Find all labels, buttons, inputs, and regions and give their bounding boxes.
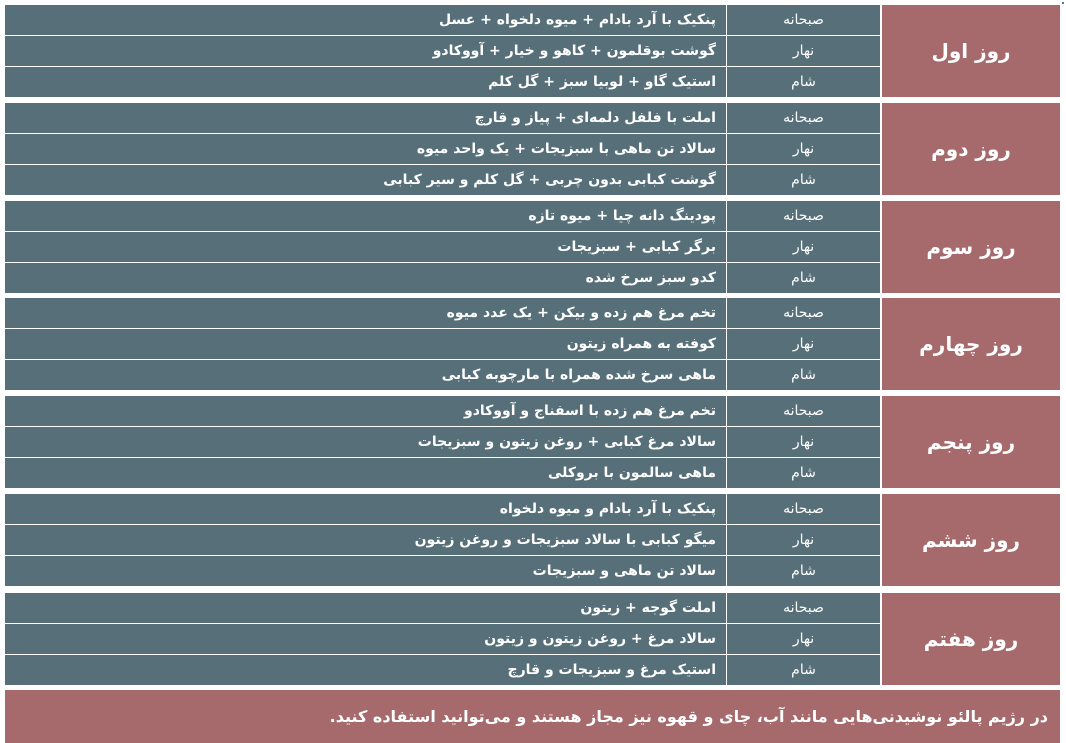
day-name: روز پنجم — [882, 396, 1060, 488]
meal-label: نهار — [727, 329, 880, 359]
meal-row — [5, 655, 880, 685]
meal-description: استیک مرغ و سبزیجات و قارچ — [5, 655, 726, 685]
day-block — [5, 494, 1060, 586]
meal-row — [5, 494, 880, 524]
meal-description: پنکیک با آرد بادام + میوه دلخواه + عسل — [5, 5, 726, 35]
drinks-note: در رژیم پالئو نوشیدنی‌هایی مانند آب، چای و قهوه نیز مجاز هستند و می‌توانید استفاده کنید. — [5, 690, 1060, 743]
meal-label: شام — [727, 655, 880, 685]
meal-description: پودینگ دانه چیا + میوه تازه — [5, 201, 726, 231]
meal-label: صبحانه — [727, 396, 880, 426]
meal-row — [5, 360, 880, 390]
meal-description: کدو سبز سرخ شده — [5, 263, 726, 293]
meal-description: برگر کبابی + سبزیجات — [5, 232, 726, 262]
meal-row — [5, 525, 880, 555]
meal-description: ماهی سرخ شده همراه با مارچوبه کبابی — [5, 360, 726, 390]
meal-label: نهار — [727, 134, 880, 164]
meal-label: شام — [727, 556, 880, 586]
meal-label: نهار — [727, 624, 880, 654]
day-name: روز اول — [882, 5, 1060, 97]
meal-row — [5, 556, 880, 586]
day-block — [5, 396, 1060, 488]
meal-label: صبحانه — [727, 103, 880, 133]
meal-row — [5, 624, 880, 654]
day-name: روز سوم — [882, 201, 1060, 293]
meal-description: تخم مرغ هم زده با اسفناج و آووکادو — [5, 396, 726, 426]
meal-row — [5, 593, 880, 623]
meal-description: پنکیک با آرد بادام و میوه دلخواه — [5, 494, 726, 524]
meal-row — [5, 103, 880, 133]
meal-label: شام — [727, 67, 880, 97]
meal-label: صبحانه — [727, 201, 880, 231]
meal-description: گوشت بوقلمون + کاهو و خیار + آووکادو — [5, 36, 726, 66]
meal-row — [5, 201, 880, 231]
meal-row — [5, 36, 880, 66]
day-block — [5, 5, 1060, 97]
meal-label: صبحانه — [727, 494, 880, 524]
day-name: روز دوم — [882, 103, 1060, 195]
day-name: روز هفتم — [882, 593, 1060, 685]
meal-row — [5, 134, 880, 164]
meal-label: شام — [727, 165, 880, 195]
meal-label: صبحانه — [727, 5, 880, 35]
meal-description: ماهی سالمون با بروکلی — [5, 458, 726, 488]
meal-row — [5, 298, 880, 328]
meal-label: صبحانه — [727, 298, 880, 328]
meal-row — [5, 67, 880, 97]
corner-marker — [1062, 2, 1064, 4]
meal-label: نهار — [727, 36, 880, 66]
meal-label: نهار — [727, 427, 880, 457]
meal-label: نهار — [727, 232, 880, 262]
meal-row — [5, 263, 880, 293]
meal-description: سالاد مرغ + روغن زیتون و زیتون — [5, 624, 726, 654]
meal-row — [5, 458, 880, 488]
meal-row — [5, 329, 880, 359]
meal-description: سالاد مرغ کبابی + روغن زیتون و سبزیجات — [5, 427, 726, 457]
day-name: روز ششم — [882, 494, 1060, 586]
meal-row — [5, 5, 880, 35]
meal-description: گوشت کبابی بدون چربی + گل کلم و سیر کبابی — [5, 165, 726, 195]
day-block — [5, 103, 1060, 195]
meal-description: کوفته به همراه زیتون — [5, 329, 726, 359]
meal-description: سالاد تن ماهی با سبزیجات + یک واحد میوه — [5, 134, 726, 164]
meal-row — [5, 396, 880, 426]
meal-row — [5, 165, 880, 195]
day-block — [5, 298, 1060, 390]
meal-label: صبحانه — [727, 593, 880, 623]
meal-label: شام — [727, 263, 880, 293]
day-name: روز چهارم — [882, 298, 1060, 390]
meal-description: تخم مرغ هم زده و بیکن + یک عدد میوه — [5, 298, 726, 328]
meal-label: شام — [727, 458, 880, 488]
meal-row — [5, 232, 880, 262]
meal-description: املت گوجه + زیتون — [5, 593, 726, 623]
meal-description: استیک گاو + لوبیا سبز + گل کلم — [5, 67, 726, 97]
meal-label: نهار — [727, 525, 880, 555]
meal-description: املت با فلفل دلمه‌ای + پیاز و قارچ — [5, 103, 726, 133]
meal-label: شام — [727, 360, 880, 390]
day-block — [5, 201, 1060, 293]
meal-description: میگو کبابی با سالاد سبزیجات و روغن زیتون — [5, 525, 726, 555]
day-block — [5, 593, 1060, 685]
meal-row — [5, 427, 880, 457]
meal-description: سالاد تن ماهی و سبزیجات — [5, 556, 726, 586]
